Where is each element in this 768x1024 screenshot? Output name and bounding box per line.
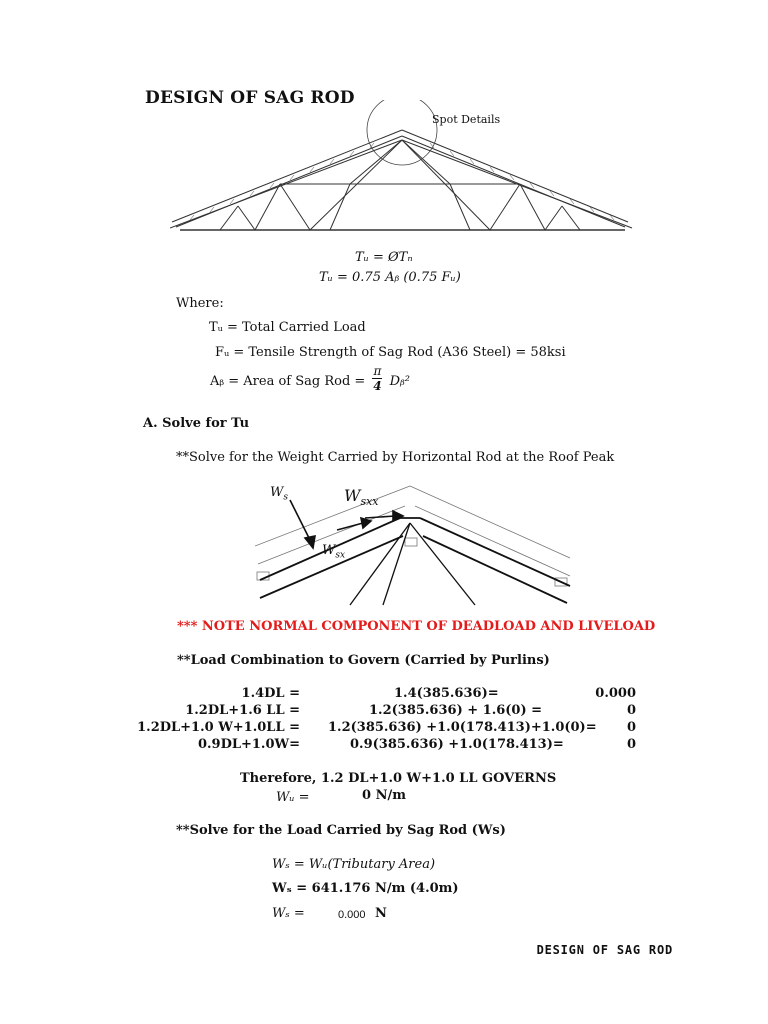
section-a-heading: A. Solve for Tu <box>143 416 250 431</box>
lc-value-0: 0.000 <box>595 686 636 701</box>
where-label: Where: <box>176 296 224 311</box>
def-ab-pi: π <box>373 364 382 378</box>
ws-eq-result-label: Wₛ = <box>272 906 305 921</box>
wsxx-label: $W_{sxx}$ <box>344 486 379 509</box>
def-ab-d: Dᵦ² <box>389 374 410 389</box>
spot-details-label: Spot Details <box>432 113 501 126</box>
lc-expr-2: 1.2(385.636) +1.0(178.413)+1.0(0)= <box>328 720 597 735</box>
lc-expr-0: 1.4(385.636)= <box>394 686 499 701</box>
lc-expr-3: 0.9(385.636) +1.0(178.413)= <box>350 737 564 752</box>
note-text: *** NOTE NORMAL COMPONENT OF DEADLOAD AND LIVELOAD <box>177 619 656 634</box>
ws-eq-result-unit: N <box>375 906 387 921</box>
wu-label: Wᵤ = <box>276 790 310 805</box>
page-title: DESIGN OF SAG ROD <box>145 88 355 108</box>
lc-expr-1: 1.2(385.636) + 1.6(0) = <box>369 703 543 718</box>
lc-value-3: 0 <box>626 737 636 752</box>
formula-tu-phi: Tᵤ = ØTₙ <box>355 250 413 265</box>
def-ab-fraction <box>372 364 382 393</box>
wu-value: 0 N/m <box>362 788 406 803</box>
lc-label-2: 1.2DL+1.0 W+1.0LL = <box>137 720 300 735</box>
def-fu: Fᵤ = Tensile Strength of Sag Rod (A36 Steel) = 58ksi <box>215 345 566 360</box>
ws-eq-tributary: Wₛ = Wᵤ(Tributary Area) <box>272 857 436 872</box>
lc-label-1: 1.2DL+1.6 LL = <box>185 703 300 718</box>
peak-force-diagram <box>255 478 575 608</box>
def-ab <box>210 364 410 400</box>
truss-diagram <box>170 100 635 235</box>
solve-weight-text: **Solve for the Weight Carried by Horizontal Rod at the Roof Peak <box>176 450 615 465</box>
wsx-label: $W_{sx}$ <box>322 543 346 561</box>
page-footer: DESIGN OF SAG ROD <box>536 943 673 957</box>
lc-value-2: 0 <box>626 720 636 735</box>
solve-ws-text: **Solve for the Load Carried by Sag Rod (Ws) <box>176 823 506 838</box>
lc-value-1: 0 <box>626 703 636 718</box>
def-ab-label: Aᵦ = Area of Sag Rod = <box>210 374 366 389</box>
formula-tu-area: Tᵤ = 0.75 Aᵦ (0.75 Fᵤ) <box>319 270 461 285</box>
def-tu: Tᵤ = Total Carried Load <box>209 320 366 335</box>
lc-label-3: 0.9DL+1.0W= <box>197 737 300 752</box>
def-ab-four: 4 <box>373 379 382 393</box>
load-combo-title: **Load Combination to Govern (Carried by Purlins) <box>177 653 550 668</box>
ws-eq-value: Wₛ = 641.176 N/m (4.0m) <box>272 881 459 896</box>
therefore-text: Therefore, 1.2 DL+1.0 W+1.0 LL GOVERNS <box>240 771 557 786</box>
ws-label: $W_s$ <box>270 485 288 503</box>
ws-eq-result-value: 0.000 <box>338 909 366 921</box>
lc-label-0: 1.4DL = <box>241 686 300 701</box>
